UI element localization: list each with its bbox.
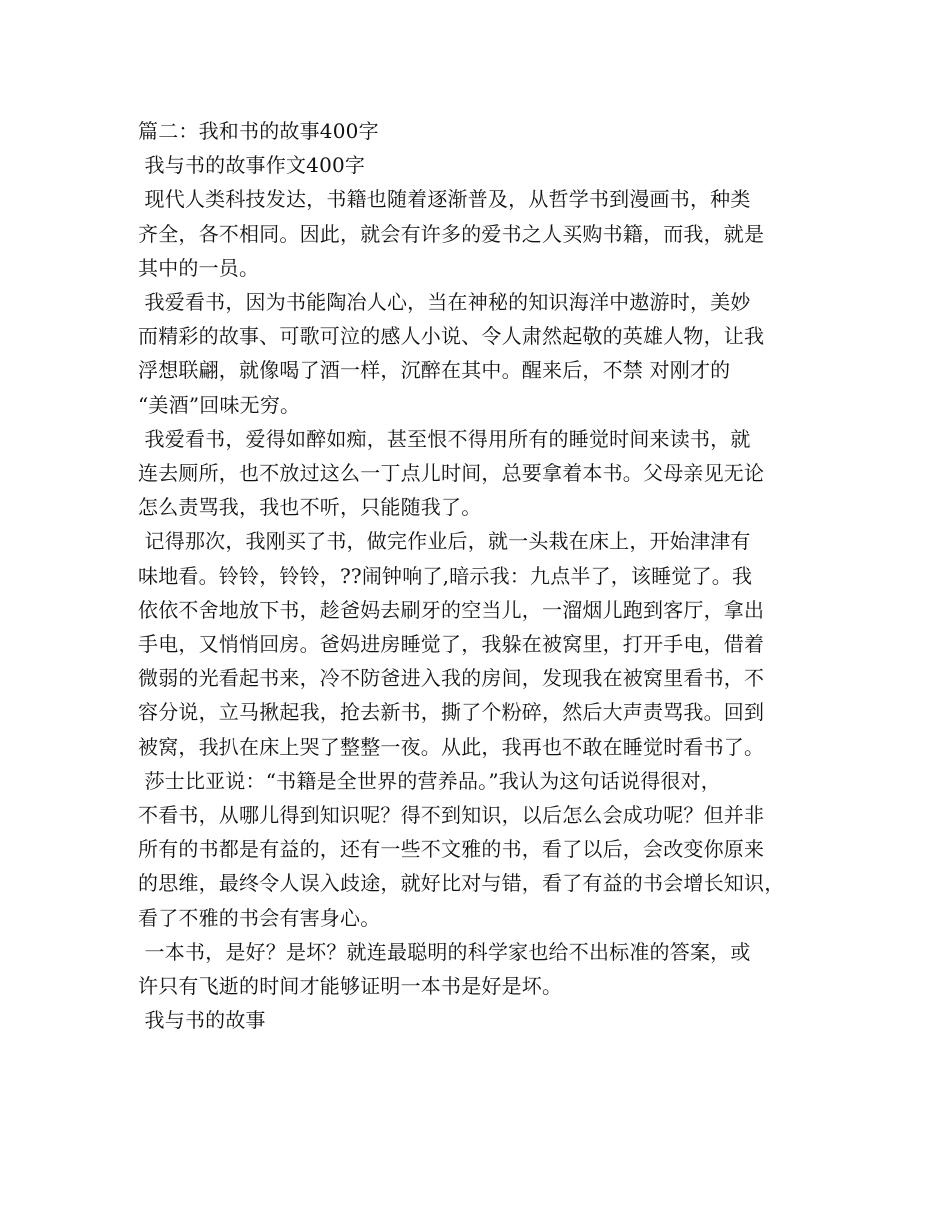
text-line: 依依不舍地放下书，趁爸妈去刷牙的空当儿，一溜烟儿跑到客厅，拿出 xyxy=(138,597,765,622)
text-line: 不看书，从哪儿得到知识呢？得不到知识，以后怎么会成功呢？但并非 xyxy=(138,803,765,828)
section-heading: 篇二：我和书的故事400字 xyxy=(138,119,379,143)
text-line: 浮想联翩，就像喝了酒一样，沉醉在其中。醒来后，不禁 对刚才的 xyxy=(138,358,731,383)
text-line: 我爱看书，爱得如醉如痴，甚至恨不得用所有的睡觉时间来读书，就 xyxy=(138,426,751,451)
text-line: 一本书，是好？是坏？就连最聪明的科学家也给不出标准的答案，或 xyxy=(138,939,751,964)
closing-heading: 我与书的故事 xyxy=(138,1008,266,1033)
text-line: 看了不雅的书会有害身心。 xyxy=(138,905,381,930)
text-line: 所有的书都是有益的，还有一些不文雅的书，看了以后，会改变你原来 xyxy=(138,837,765,862)
text-line: 被窝，我扒在床上哭了整整一夜。从此，我再也不敢在睡觉时看书了。 xyxy=(138,734,765,759)
text-line: 其中的一员。 xyxy=(138,255,260,280)
text-line: 的思维，最终令人误入歧途，就好比对与错，看了有益的书会增长知识， xyxy=(138,871,785,896)
text-line: 许只有飞逝的时间才能够证明一本书是好是坏。 xyxy=(138,974,563,999)
text-line: 微弱的光看起书来，冷不防爸进入我的房间，发现我在被窝里看书，不 xyxy=(138,666,765,691)
text-line: 手电，又悄悄回房。爸妈进房睡觉了，我躲在被窝里，打开手电，借着 xyxy=(138,632,765,657)
text-line: 容分说，立马揪起我，抢去新书，撕了个粉碎，然后大声责骂我。回到 xyxy=(138,700,765,725)
text-line: “美酒”回味无穷。 xyxy=(138,392,301,417)
text-line: 怎么责骂我，我也不听，只能随我了。 xyxy=(138,495,482,520)
text-line: 莎士比亚说：“书籍是全世界的营养品。”我认为这句话说得很对， xyxy=(138,768,722,793)
text-line: 现代人类科技发达，书籍也随着逐渐普及，从哲学书到漫画书，种类 xyxy=(138,187,751,212)
text-line: 而精彩的故事、可歌可泣的感人小说、令人肃然起敬的英雄人物，让我 xyxy=(138,324,765,349)
text-line: 齐全，各不相同。因此，就会有许多的爱书之人买购书籍，而我，就是 xyxy=(138,221,765,246)
text-line: 我爱看书，因为书能陶冶人心，当在神秘的知识海洋中遨游时，美妙 xyxy=(138,290,751,315)
text-line: 味地看。铃铃，铃铃，??闹钟响了,暗示我：九点半了，该睡觉了。我 xyxy=(138,563,753,588)
text-line: 记得那次，我刚买了书，做完作业后，就一头栽在床上，开始津津有 xyxy=(138,529,751,554)
document-body xyxy=(138,114,828,1037)
text-line: 连去厕所，也不放过这么一丁点儿时间，总要拿着本书。父母亲见无论 xyxy=(138,461,765,486)
essay-title: 我与书的故事作文400字 xyxy=(138,153,366,178)
